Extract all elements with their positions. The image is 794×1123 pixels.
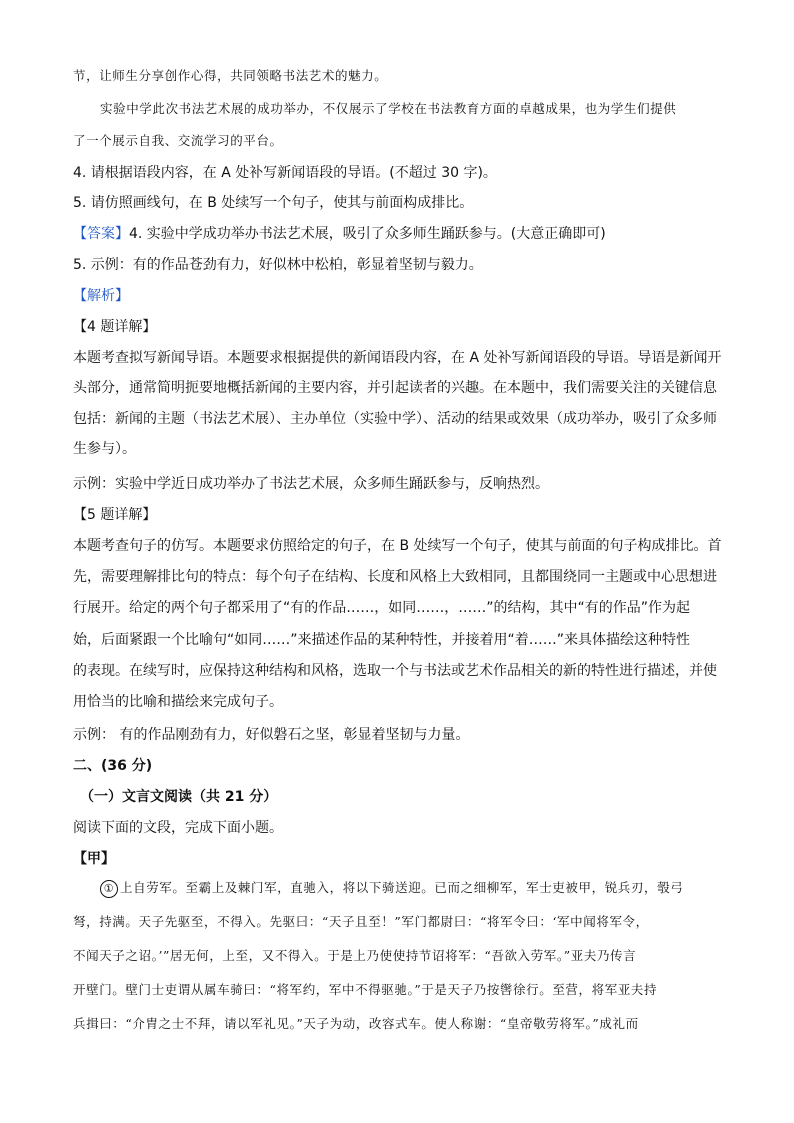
section-2-subheading: （一）文言文阅读（共 21 分）	[80, 789, 278, 805]
jia-label: 【甲】	[73, 851, 115, 867]
detail-4-line-1: 本题考查拟写新闻导语。本题要求根据提供的新闻语段内容，在 A 处补写新闻语段的导语。导语是新闻开	[73, 350, 722, 366]
detail-5-line-4: 始，后面紧跟一个比喻句“如同……”来描述作品的某种特性，并接着用“着……”来具体描绘这种特性	[73, 632, 691, 648]
classical-line-2: 弩，持满。天子先驱至，不得入。先驱曰：“天子且至！”军门都尉曰：“将军令曰：‘军中闻将军令，	[73, 914, 649, 929]
question-4: 4. 请根据语段内容，在 A 处补写新闻语段的导语。(不超过 30 字)。	[73, 165, 497, 181]
classical-line-4: 开壁门。壁门士吏谓从属车骑曰：“将军约，军中不得驱驰。”于是天子乃按辔徐行。至营，将军亚夫持	[73, 982, 658, 997]
answer-line	[73, 223, 723, 243]
passage-line-2: 实验中学此次书法艺术展的成功举办，不仅展示了学校在书法教育方面的卓越成果，也为学生们提供	[100, 101, 677, 116]
paragraph-number: ①	[100, 880, 118, 898]
detail-5-title: 【5 题详解】	[73, 507, 157, 523]
classical-line-3: 不闻天子之诏。’”居无何，上至，又不得入。于是上乃使使持节诏将军：“吾欲入劳军。”亚夫乃传言	[73, 948, 637, 963]
detail-4-line-4: 生参与）。	[73, 441, 136, 457]
classical-line-5: 兵揖曰：“介胄之士不拜，请以军礼见。”天子为动，改容式车。使人称谢：“皇帝敬劳将军。”成礼而	[73, 1016, 639, 1031]
classical-line-1	[100, 878, 750, 898]
classical-line-1-text: 上自劳军。至霸上及棘门军，直驰入，将以下骑送迎。已而之细柳军，军士吏被甲，锐兵刃，彀弓	[120, 880, 684, 895]
answer-tag: 【答案】	[73, 226, 129, 242]
answer-4: 4. 实验中学成功举办书法艺术展，吸引了众多师生踊跃参与。(大意正确即可)	[129, 226, 606, 242]
passage-line-1: 节，让师生分享创作心得，共同领略书法艺术的魅力。	[73, 68, 388, 83]
passage-line-3: 了一个展示自我、交流学习的平台。	[73, 133, 283, 148]
detail-4-title: 【4 题详解】	[73, 319, 157, 335]
detail-5-line-5: 的表现。在续写时，应保持这种结构和风格，选取一个与书法或艺术作品相关的新的特性进行描述，并使	[73, 663, 717, 679]
detail-4-example: 示例：实验中学近日成功举办了书法艺术展，众多师生踊跃参与，反响热烈。	[73, 476, 549, 492]
detail-4-line-3: 包括：新闻的主题（书法艺术展）、主办单位（实验中学）、活动的结果或效果（成功举办，吸引了众多师	[73, 411, 717, 427]
detail-5-line-3: 行展开。给定的两个句子都采用了“有的作品……，如同……，……”的结构，其中“有的作品”作为起	[73, 600, 691, 616]
answer-5: 5. 示例：有的作品苍劲有力，好似林中松柏，彰显着坚韧与毅力。	[73, 257, 483, 273]
detail-4-line-2: 头部分，通常简明扼要地概括新闻的主要内容，并引起读者的兴趣。在本题中，我们需要关注的关键信息	[73, 380, 717, 396]
detail-5-line-6: 用恰当的比喻和描绘来完成句子。	[73, 694, 283, 710]
reading-instruction: 阅读下面的文段，完成下面小题。	[73, 820, 283, 836]
question-5: 5. 请仿照画线句，在 B 处续写一个句子，使其与前面构成排比。	[73, 195, 474, 211]
section-2-heading: 二、(36 分)	[73, 758, 153, 774]
analysis-tag: 【解析】	[73, 288, 129, 304]
detail-5-line-2: 先，需要理解排比句的特点：每个句子在结构、长度和风格上大致相同，且都围绕同一主题或中心思想进	[73, 569, 717, 585]
detail-5-example: 示例： 有的作品刚劲有力，好似磐石之坚，彰显着坚韧与力量。	[73, 727, 470, 743]
detail-5-line-1: 本题考查句子的仿写。本题要求仿照给定的句子，在 B 处续写一个句子，使其与前面的句子构成排比。首	[73, 538, 722, 554]
